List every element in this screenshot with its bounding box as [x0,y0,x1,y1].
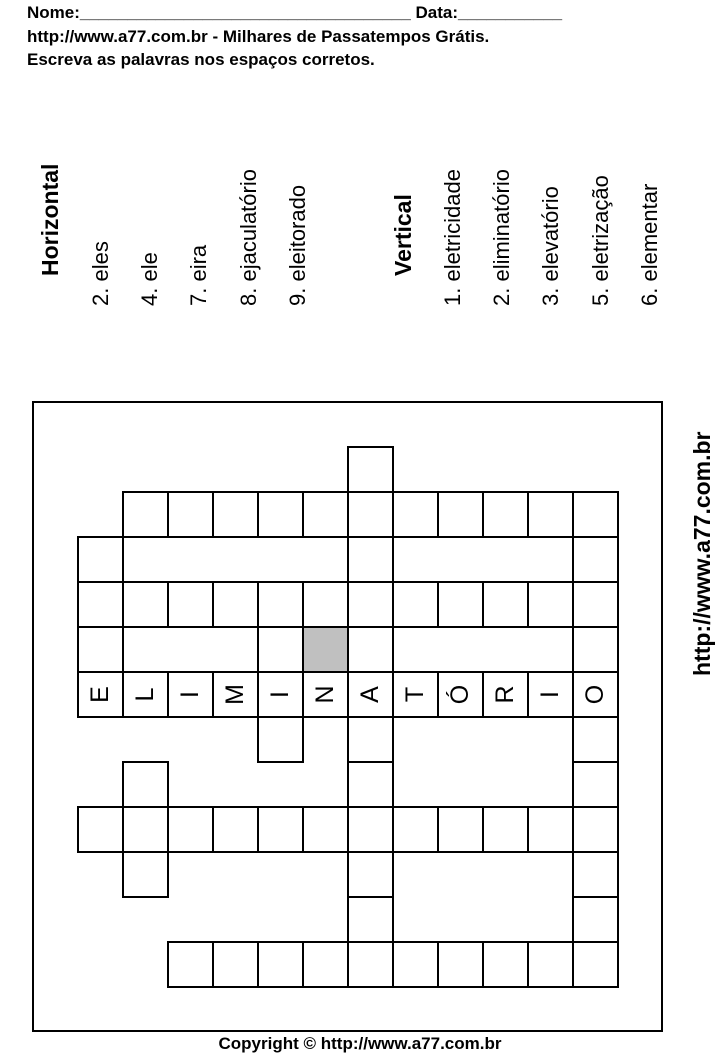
cell-letter: N [311,685,339,704]
grid-cell[interactable] [482,806,529,853]
grid-cell[interactable] [437,581,484,628]
grid-cell[interactable] [347,941,394,988]
cell-letter: I [536,691,564,698]
vertical-clue: 2. eliminatório [489,169,514,306]
grid-cell[interactable] [302,941,349,988]
grid-cell[interactable] [122,761,169,808]
side-url: http://www.a77.com.br [689,431,715,676]
grid-cell[interactable] [572,716,619,763]
grid-cell[interactable] [347,491,394,538]
grid-cell[interactable] [392,491,439,538]
cell-letter: I [176,691,204,698]
horizontal-clue: 2. eles [88,241,113,306]
grid-cell[interactable] [527,671,574,718]
grid-cell[interactable] [167,581,214,628]
copyright: Copyright © http://www.a77.com.br [218,1034,502,1053]
grid-cell[interactable] [257,626,304,673]
grid-cell[interactable] [77,671,124,718]
cell-letter: A [356,686,384,703]
grid-cell[interactable] [572,626,619,673]
grid-cell[interactable] [122,851,169,898]
cell-letter: Ó [446,684,474,705]
grid-cell[interactable] [257,806,304,853]
grid-cell[interactable] [302,581,349,628]
horizontal-clue: 8. ejaculatório [236,169,261,306]
grid-cell[interactable] [347,671,394,718]
grid-cell[interactable] [212,491,259,538]
grid-cell[interactable] [392,806,439,853]
grid-cell[interactable] [302,806,349,853]
grid-cell[interactable] [437,941,484,988]
grid-cell[interactable] [347,896,394,943]
grid-cell[interactable] [527,806,574,853]
name-date-line: Nome:___________________________________ Data:___________ [27,3,563,22]
grid-cell[interactable] [572,761,619,808]
horizontal-clue: 7. eira [186,244,211,306]
grid-cell[interactable] [392,581,439,628]
instructions: Escreva as palavras nos espaços corretos. [27,50,375,69]
horizontal-clue: 9. eleitorado [285,184,310,306]
grid-cell[interactable] [302,491,349,538]
grid-cell[interactable] [77,806,124,853]
grid-cell[interactable] [347,851,394,898]
grid-cell[interactable] [482,941,529,988]
site-line: http://www.a77.com.br - Milhares de Passatempos Grátis. [27,27,490,46]
grid-cell[interactable] [257,491,304,538]
cell-letter: L [131,687,159,702]
grid-cell[interactable] [167,806,214,853]
grid-cell[interactable] [257,716,304,763]
grid-cell[interactable] [572,671,619,718]
grid-cell[interactable] [212,941,259,988]
grid-cell[interactable] [122,671,169,718]
grid-cell[interactable] [347,716,394,763]
grid-cell[interactable] [122,581,169,628]
grid-cell[interactable] [572,581,619,628]
cell-letter: E [86,686,114,703]
grid-cell[interactable] [122,491,169,538]
vertical-title: Vertical [390,194,416,276]
vertical-clue: 3. elevatório [538,186,563,306]
grid-cell[interactable] [347,806,394,853]
grid-cell[interactable] [302,671,349,718]
grid-cell[interactable] [77,626,124,673]
grid-cell[interactable] [437,491,484,538]
grid-cell[interactable] [212,581,259,628]
cell-letter: I [266,691,294,698]
grid-cell[interactable] [482,581,529,628]
grid-cell[interactable] [122,806,169,853]
grid-cell[interactable] [347,761,394,808]
grid-cell[interactable] [347,446,394,493]
grid-cell[interactable] [527,491,574,538]
grid-cell[interactable] [572,491,619,538]
grid-cell[interactable] [257,941,304,988]
cell-letter: M [221,684,249,705]
grid-cell[interactable] [257,581,304,628]
grid-cell[interactable] [437,806,484,853]
grid-cell[interactable] [572,851,619,898]
cell-letter: T [401,686,429,703]
grid-cell[interactable] [482,671,529,718]
cell-letter: O [581,684,609,705]
horizontal-title: Horizontal [37,163,63,276]
vertical-clue: 1. eletricidade [440,169,465,306]
shaded-cell[interactable] [302,626,349,673]
grid-cell[interactable] [392,941,439,988]
grid-cell[interactable] [77,581,124,628]
grid-cell[interactable] [167,941,214,988]
grid-cell[interactable] [167,491,214,538]
grid-cell[interactable] [527,941,574,988]
grid-cell[interactable] [572,806,619,853]
vertical-clue: 5. eletrização [588,175,613,306]
vertical-clue: 6. elementar [637,183,662,306]
cell-letter: R [491,685,519,704]
grid-cell[interactable] [572,536,619,583]
horizontal-clue: 4. ele [137,252,162,306]
grid-cell[interactable] [77,536,124,583]
grid-cell[interactable] [572,941,619,988]
grid-cell[interactable] [437,671,484,718]
grid-cell[interactable] [392,671,439,718]
grid-cell[interactable] [257,671,304,718]
grid-cell[interactable] [347,626,394,673]
grid-cell[interactable] [347,536,394,583]
grid-cell[interactable] [527,581,574,628]
grid-cell[interactable] [347,581,394,628]
grid-cell[interactable] [212,671,259,718]
grid-cell[interactable] [167,671,214,718]
grid-cell[interactable] [212,806,259,853]
grid-cell[interactable] [572,896,619,943]
grid-cell[interactable] [482,491,529,538]
